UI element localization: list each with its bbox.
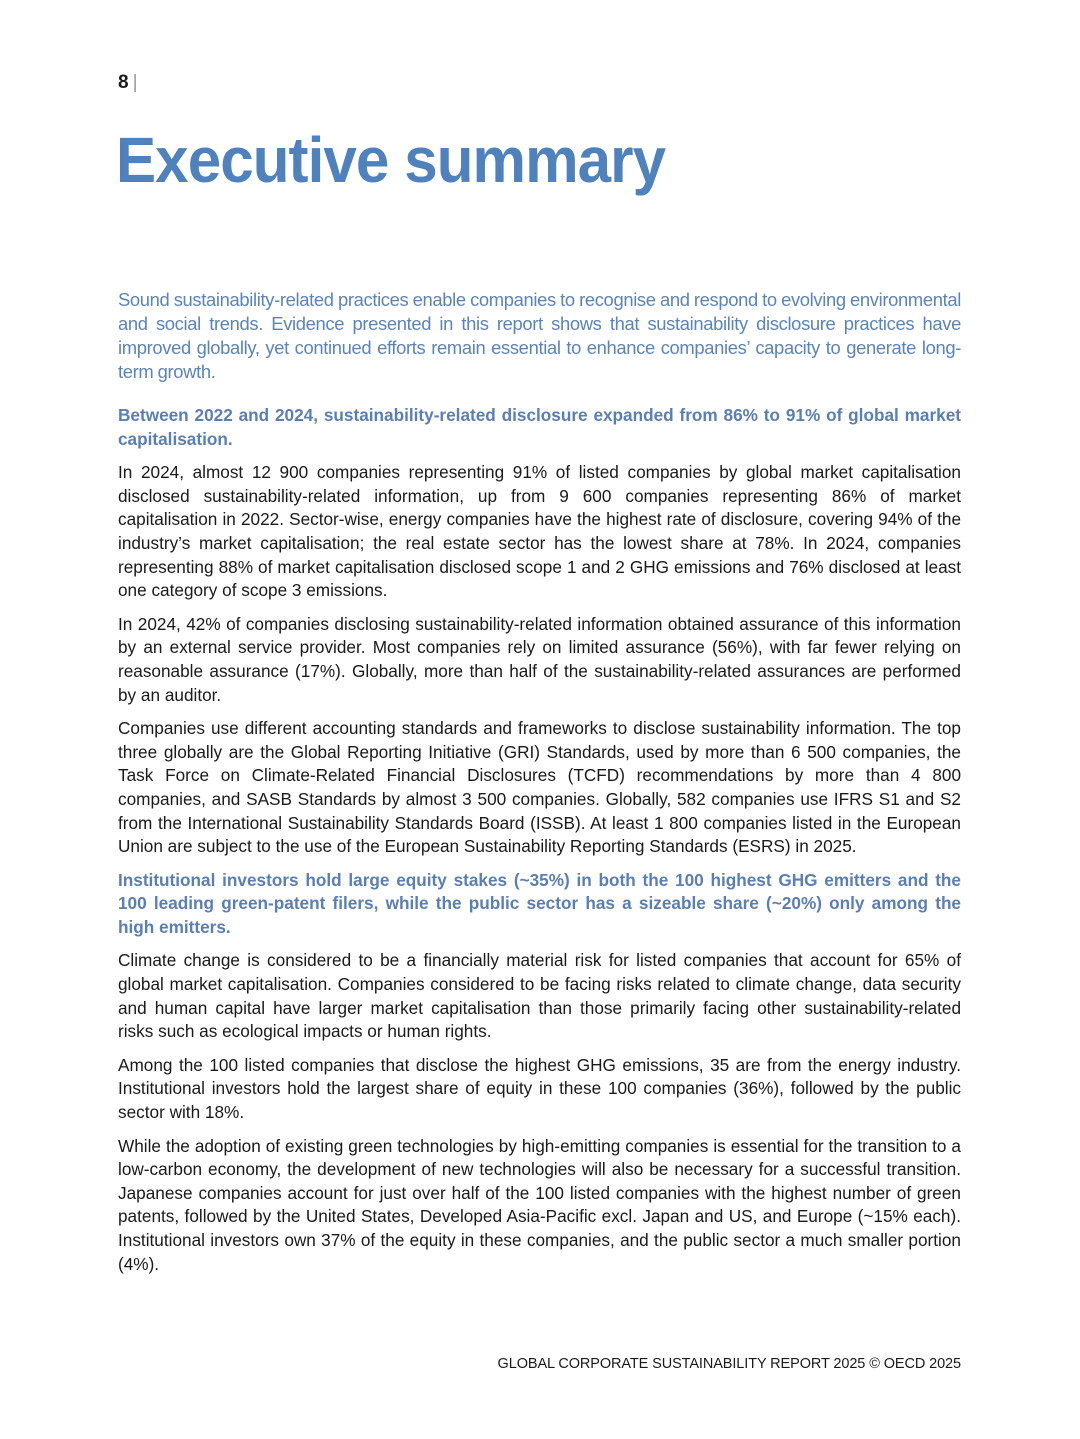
page-number-value: 8 [118, 72, 129, 93]
body-paragraph: In 2024, almost 12 900 companies representing 91% of listed companies by global market capitalisation disclosed sustainability-related information, up from 9 600 companies representing 86% of market capitalisation in 2022. Sector-wise, energy companies have the highest rate of disclosure, covering 94% of the industry’s market capitalisation; the real estate sector has the lowest share at 78%. In 2024, companies representing 88% of market capitalisation disclosed scope 1 and 2 GHG emissions and 76% disclosed at least one category of scope 3 emissions. [118, 462, 961, 601]
page-title: Executive summary [116, 124, 666, 196]
body-paragraph: Among the 100 listed companies that disclose the highest GHG emissions, 35 are from the energy industry. Institutional investors hold the largest share of equity in these 100 companies (36%), followed by the public sector with 18%. [118, 1054, 961, 1123]
lead-paragraph: Sound sustainability-related practices enable companies to recognise and respond to evolving environmental and social trends. Evidence presented in this report shows that sustainability disclosure practices have improved globally, yet continued efforts remain essential to enhance companies’ capacity to generate long-term growth. [118, 289, 961, 382]
body-paragraph: Companies use different accounting standards and frameworks to disclose sustainability information. The top three globally are the Global Reporting Initiative (GRI) Standards, used by more than 6 500 companies, the Task Force on Climate-Related Financial Disclosures (TCFD) recommendations by more than 4 800 companies, and SASB Standards by almost 3 500 companies. Globally, 582 companies use IFRS S1 and S2 from the International Sustainability Standards Board (ISSB). At least 1 800 companies listed in the European Union are subject to the use of the European Sustainability Reporting Standards (ESRS) in 2025. [118, 718, 961, 857]
body-paragraph: In 2024, 42% of companies disclosing sustainability-related information obtained assurance of this information by an external service provider. Most companies rely on limited assurance (56%), with far fewer relying on reasonable assurance (17%). Globally, more than half of the sustainability-related assurances are performed by an auditor. [118, 613, 961, 705]
body-paragraph: While the adoption of existing green technologies by high-emitting companies is essential for the transition to a low-carbon economy, the development of new technologies will also be necessary for a successful transition. Japanese companies account for just over half of the 100 listed companies with the highest number of green patents, followed by the United States, Developed Asia-Pacific excl. Japan and US, and Europe (~15% each). Institutional investors own 37% of the equity in these companies, and the public sector a much smaller portion (4%). [118, 1135, 961, 1274]
key-finding-heading: Institutional investors hold large equity stakes (~35%) in both the 100 highest GHG emitters and the 100 leading green-patent filers, while the public sector has a sizeable share (~20%) only among the high emitters. [118, 869, 961, 937]
body-paragraph: Climate change is considered to be a financially material risk for listed companies that account for 65% of global market capitalisation. Companies considered to be facing risks related to climate change, data security and human capital have larger market capitalisation than those primarily facing other sustainability-related risks such as ecological impacts or human rights. [118, 950, 961, 1042]
page-number-separator: | [132, 72, 138, 93]
page-footer: GLOBAL CORPORATE SUSTAINABILITY REPORT 2025 © OECD 2025 [497, 1356, 961, 1372]
key-finding-heading: Between 2022 and 2024, sustainability-related disclosure expanded from 86% to 91% of global market capitalisation. [118, 405, 961, 449]
page-number [118, 72, 138, 94]
document-body [118, 288, 961, 1286]
